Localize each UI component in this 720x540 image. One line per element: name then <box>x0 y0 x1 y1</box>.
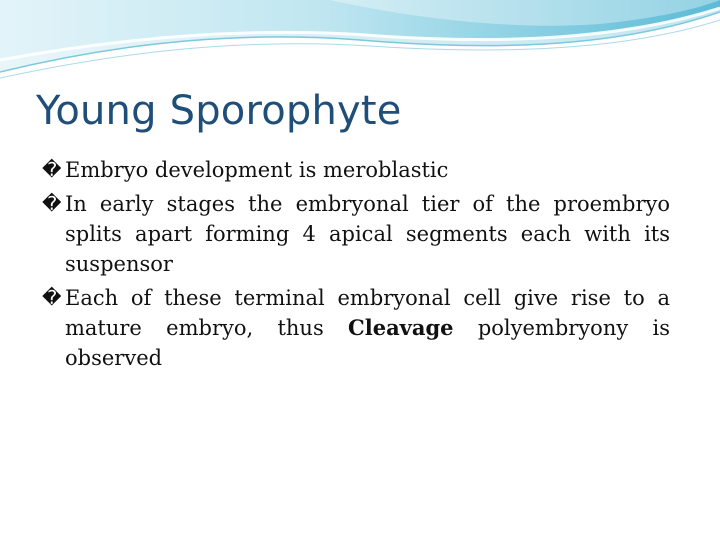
bullet-icon: � <box>42 193 62 215</box>
bullet-text-end: polyembryony is observed <box>65 316 670 370</box>
bullet-item <box>42 189 670 279</box>
bullet-text: Embryo development is meroblastic <box>65 158 449 182</box>
bullet-icon: � <box>42 287 62 309</box>
slide-title: Young Sporophyte <box>36 88 402 134</box>
bullet-text <box>65 286 670 370</box>
bullet-text: In early stages the embryonal tier of the proembryo splits apart forming 4 apical segments each with its suspensor <box>65 192 670 276</box>
bullet-text-start: Each of these terminal embryonal cell give rise to a mature embryo, thus <box>65 286 670 340</box>
bullet-item <box>42 283 670 373</box>
header-wave-decoration <box>0 0 720 90</box>
bullet-item <box>42 155 670 185</box>
bullet-emphasis: Cleavage <box>348 315 454 340</box>
bullet-list <box>42 155 670 377</box>
bullet-icon: � <box>42 159 62 181</box>
